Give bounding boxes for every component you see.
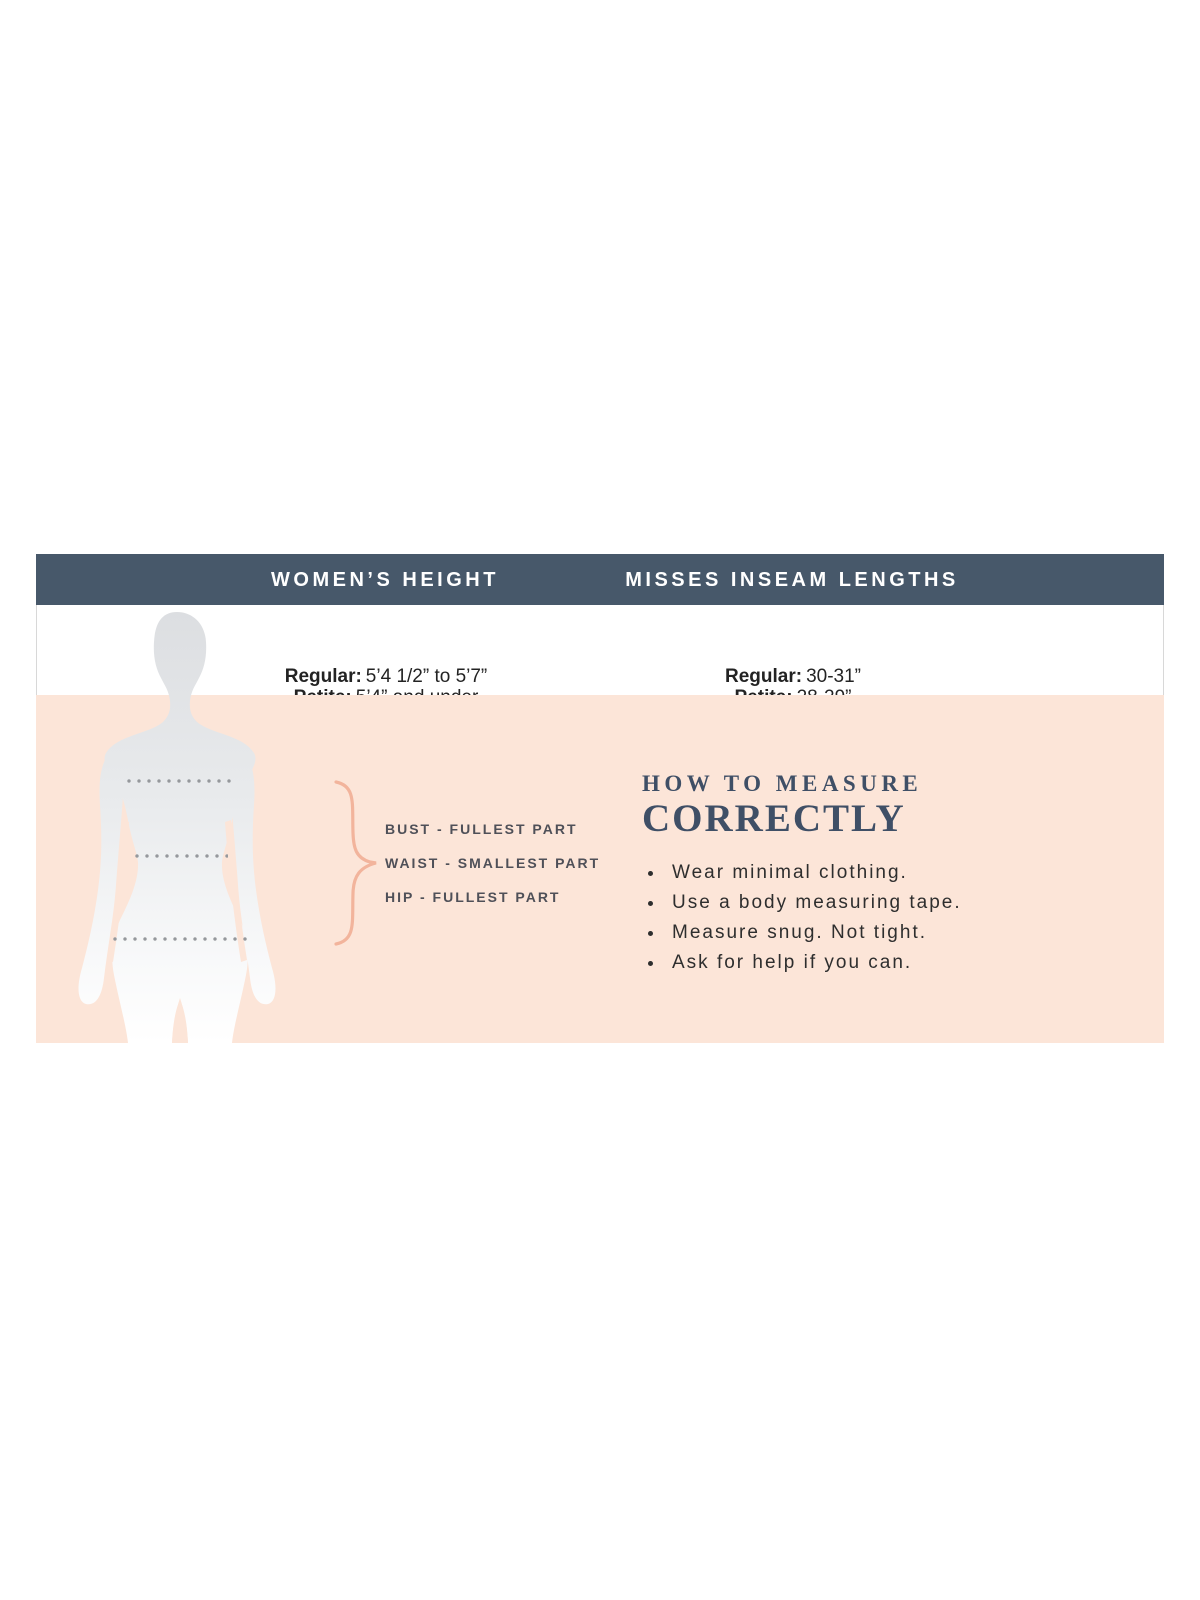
waist-label: WAIST - SMALLEST PART [385,855,601,871]
bust-dotted-line [124,779,236,783]
size-row-value: 5’4 1/2” to 5’7” [365,666,488,687]
hip-dotted-line [110,937,248,941]
measuring-tips-list [642,858,962,978]
column-header-womens-height: WOMEN’S HEIGHT [271,569,499,591]
size-row-label: Regular: [725,666,803,687]
heading-line-2: CORRECTLY [642,797,906,840]
female-body-silhouette-icon [60,610,300,1043]
column-header-misses-inseam-lengths: MISSES INSEAM LENGTHS [625,569,959,591]
curly-brace-icon [330,778,386,948]
hip-label: HIP - FULLEST PART [385,889,561,905]
size-row [285,666,488,687]
size-row [713,666,873,687]
table-header-bar [36,554,1164,605]
tip-item: Measure snug. Not tight. [642,918,962,948]
waist-dotted-line [132,854,228,858]
size-guide-panel [36,554,1164,1043]
bust-label: BUST - FULLEST PART [385,821,578,837]
tip-item: Ask for help if you can. [642,948,962,978]
heading-line-1: HOW TO MEASURE [642,771,923,796]
size-row-label: Regular: [284,666,362,687]
tip-item: Wear minimal clothing. [642,858,962,888]
how-to-measure-heading [642,771,922,840]
size-row-value: 30-31” [806,666,861,687]
tip-item: Use a body measuring tape. [642,888,962,918]
